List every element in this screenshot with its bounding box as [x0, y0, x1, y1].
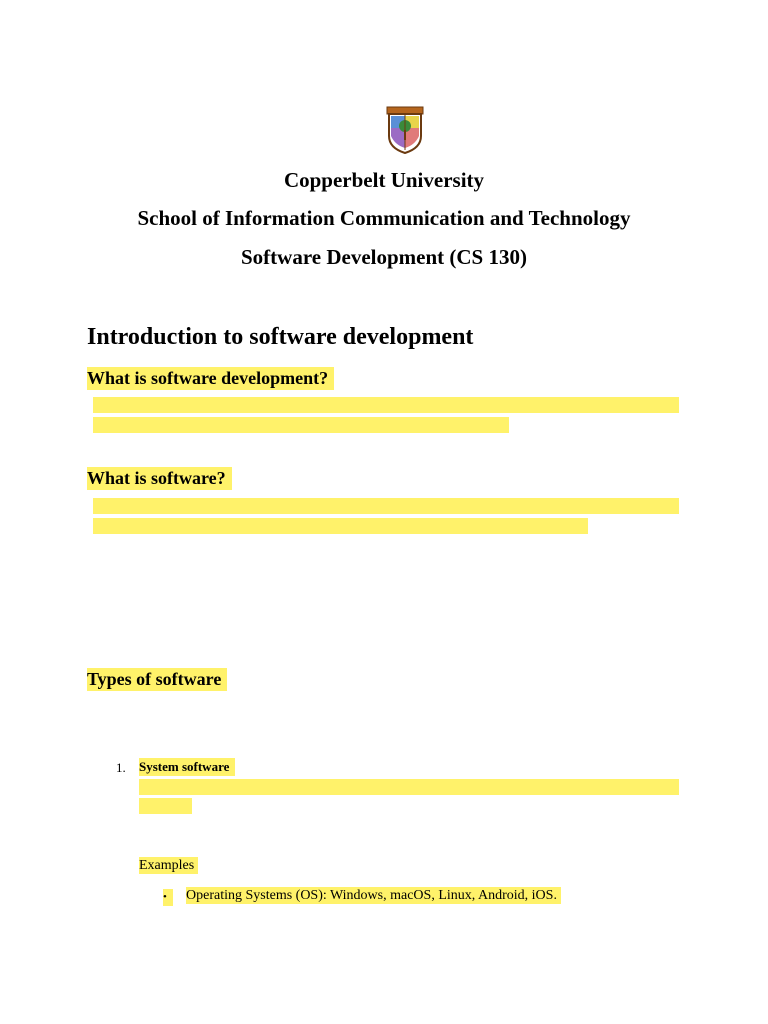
bullet-text: Operating Systems (OS): Windows, macOS, Linux, Android, iOS. [186, 887, 561, 904]
type-heading-system-software: System software [139, 758, 235, 776]
list-number: 1. [116, 760, 126, 775]
highlighted-blank-line [93, 397, 679, 413]
highlighted-blank-line [93, 518, 588, 534]
section-heading-software-development: What is software development? [87, 367, 334, 390]
university-crest-icon [385, 106, 425, 154]
section-heading-types-of-software: Types of software [87, 668, 227, 691]
page-title: Introduction to software development [87, 324, 474, 350]
highlighted-blank-line [93, 417, 509, 433]
course-title: Software Development (CS 130) [241, 245, 527, 269]
highlighted-blank-line [139, 779, 679, 795]
highlighted-blank-line [93, 498, 679, 514]
examples-label: Examples [139, 857, 198, 874]
section-heading-what-is-software: What is software? [87, 467, 232, 490]
school-name: School of Information Communication and Technology [137, 206, 631, 230]
bullet-marker: • [163, 889, 173, 906]
highlighted-blank-line [139, 798, 192, 814]
university-name: Copperbelt University [283, 168, 485, 192]
